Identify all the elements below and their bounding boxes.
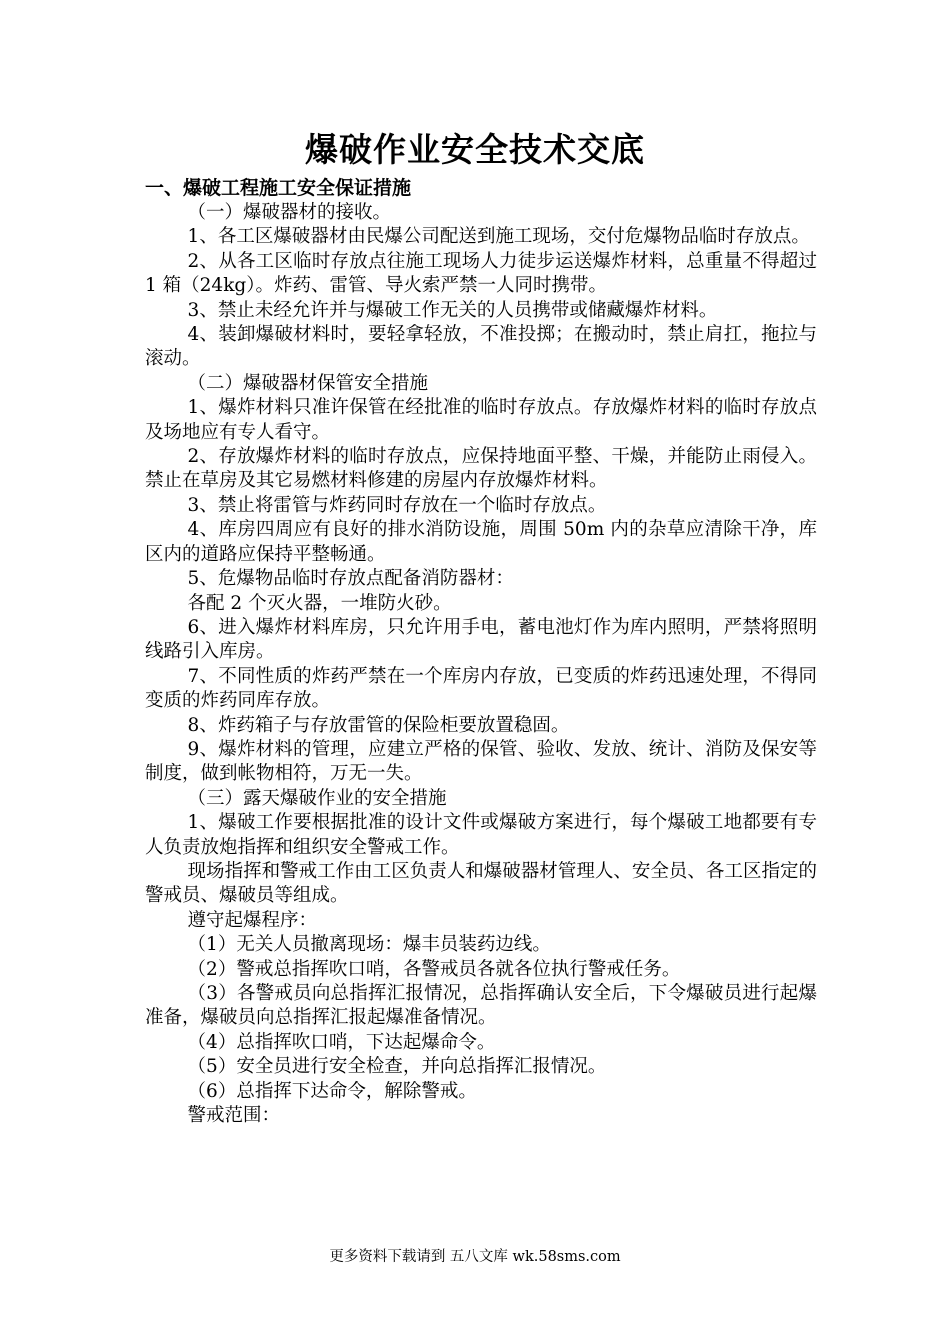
body-paragraph: 现场指挥和警戒工作由工区负责人和爆破器材管理人、安全员、各工区指定的警戒员、爆破员等组成。 [145, 860, 817, 907]
body-paragraph: （1）无关人员撤离现场：爆丰员装药边线。 [187, 934, 551, 956]
body-paragraph: （4）总指挥吹口哨，下达起爆命令。 [187, 1031, 496, 1053]
body-paragraph: 3、禁止未经允许并与爆破工作无关的人员携带或储藏爆炸材料。 [187, 299, 718, 321]
body-paragraph: （5）安全员进行安全检查，并向总指挥汇报情况。 [187, 1056, 607, 1078]
body-paragraph: 8、炸药箱子与存放雷管的保险柜要放置稳固。 [187, 714, 570, 736]
body-paragraph: 1、各工区爆破器材由民爆公司配送到施工现场，交付危爆物品临时存放点。 [187, 226, 810, 248]
body-paragraph: （2）警戒总指挥吹口哨，各警戒员各就各位执行警戒任务。 [187, 958, 681, 980]
body-paragraph: 9、爆炸材料的管理，应建立严格的保管、验收、发放、统计、消防及保安等制度，做到帐物相符，万无一失。 [145, 738, 817, 785]
body-paragraph: 4、库房四周应有良好的排水消防设施，周围 50m 内的杂草应清除干净，库区内的道路应保持平整畅通。 [145, 519, 817, 565]
body-paragraph: 警戒范围： [187, 1105, 281, 1127]
section-heading: 一、爆破工程施工安全保证措施 [145, 177, 412, 199]
body-paragraph: 各配 2 个灭火器，一堆防火砂。 [187, 592, 452, 614]
document-body [145, 176, 817, 1128]
paragraph-list [145, 201, 817, 1128]
body-paragraph: 1、爆炸材料只准许保管在经批准的临时存放点。存放爆炸材料的临时存放点及场地应有专人看守。 [145, 397, 817, 443]
body-paragraph: （6）总指挥下达命令，解除警戒。 [187, 1080, 477, 1102]
body-paragraph: （3）各警戒员向总指挥汇报情况，总指挥确认安全后，下令爆破员进行起爆准备，爆破员向总指挥汇报起爆准备情况。 [145, 983, 817, 1029]
subsection-heading: （一）爆破器材的接收。 [187, 202, 392, 223]
subsection-heading: （二）爆破器材保管安全措施 [187, 372, 429, 394]
body-paragraph: 5、危爆物品临时存放点配备消防器材： [187, 568, 514, 590]
body-paragraph: 2、从各工区临时存放点往施工现场人力徒步运送爆炸材料，总重量不得超过 1 箱（24kg）。炸药、雷管、导火索严禁一人同时携带。 [145, 250, 817, 297]
body-paragraph: 2、存放爆炸材料的临时存放点，应保持地面平整、干燥，并能防止雨侵入。禁止在草房及其它易燃材料修建的房屋内存放爆炸材料。 [145, 446, 817, 492]
body-paragraph: 6、进入爆炸材料库房，只允许用手电，蓄电池灯作为库内照明，严禁将照明线路引入库房。 [145, 616, 817, 663]
body-paragraph: 7、不同性质的炸药严禁在一个库房内存放，已变质的炸药迅速处理，不得同变质的炸药同库存放。 [145, 665, 817, 712]
body-paragraph: 4、装卸爆破材料时，要轻拿轻放，不准投掷；在搬动时，禁止肩扛，拖拉与滚动。 [145, 324, 817, 370]
body-paragraph: 3、禁止将雷管与炸药同时存放在一个临时存放点。 [187, 494, 607, 516]
body-paragraph: 1、爆破工作要根据批准的设计文件或爆破方案进行，每个爆破工地都要有专人负责放炮指挥和组织安全警戒工作。 [145, 812, 817, 858]
subsection-heading: （三）露天爆破作业的安全措施 [187, 787, 447, 809]
footer-note: 更多资料下载请到 五八文库 wk.58sms.com [329, 1249, 621, 1265]
document-title: 爆破作业安全技术交底 [305, 130, 645, 169]
body-paragraph: 遵守起爆程序： [187, 909, 318, 931]
